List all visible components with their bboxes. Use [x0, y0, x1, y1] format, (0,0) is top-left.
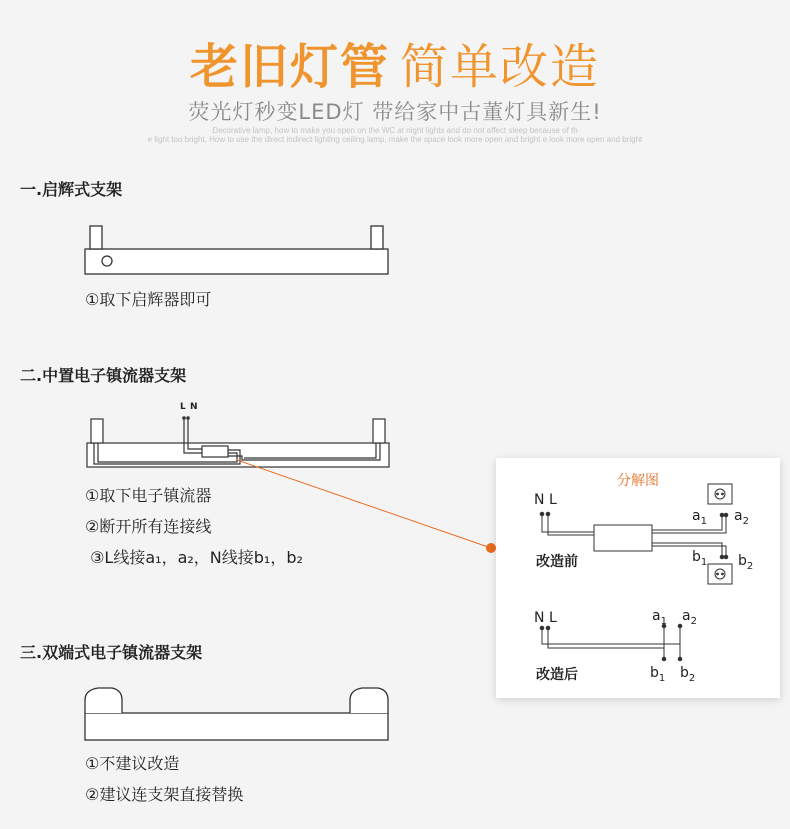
double-ended-fixture-diagram	[85, 688, 388, 740]
title-part1: 老旧灯管	[189, 39, 390, 95]
before-a2-label: $a_2$	[734, 508, 749, 527]
before-N-label: N	[534, 492, 545, 508]
after-a2-label: $a_2$	[682, 608, 697, 627]
socket-bottom-icon	[708, 564, 732, 584]
after-label: 改造后	[536, 667, 578, 683]
ballast-N-label: N	[190, 402, 198, 412]
before-a1-label: $a_1$	[692, 508, 707, 527]
before-label: 改造前	[536, 554, 578, 570]
after-N-label: N	[534, 610, 545, 626]
before-b1-label: $b_1$	[692, 549, 708, 568]
section2-step-2: ②断开所有连接线	[85, 517, 212, 536]
section1-step-1: ①取下启辉器即可	[85, 290, 212, 309]
after-a1-label: $a_1$	[652, 608, 667, 627]
exploded-view-card	[496, 458, 780, 698]
section3-step-2: ②建议连支架直接替换	[85, 785, 244, 804]
english-line-2: e light too bright, How to use the direct indirect lighting ceiling lamp, make the space look more open and bright e look more open and bright	[147, 135, 643, 144]
section2-step-3: ③L线接a₁，a₂，N线接b₁，b₂	[85, 548, 303, 567]
exploded-title: 分解图	[617, 473, 659, 489]
ballast-fixture-diagram	[87, 416, 389, 467]
after-L-label: L	[549, 610, 557, 626]
section3-title: 三.双端式电子镇流器支架	[20, 643, 203, 662]
section3-step-1: ①不建议改造	[85, 754, 180, 773]
after-b1-label: $b_1$	[650, 665, 666, 684]
title-part2: 简单改造	[400, 39, 601, 95]
socket-top-icon	[708, 484, 732, 504]
ballast-box-exploded	[594, 525, 652, 551]
before-b2-label: $b_2$	[738, 553, 754, 572]
section2-step-1: ①取下电子镇流器	[85, 486, 212, 505]
before-L-label: L	[549, 492, 557, 508]
page-subtitle: 荧光灯秒变LED灯 带给家中古董灯具新生!	[188, 100, 602, 124]
ballast-L-label: L	[180, 402, 186, 412]
after-b2-label: $b_2$	[680, 665, 696, 684]
leader-line	[237, 460, 491, 548]
starter-icon	[102, 256, 112, 266]
starter-fixture-diagram	[85, 226, 388, 274]
page-title	[0, 28, 790, 97]
ballast-box	[202, 446, 228, 457]
section2-title: 二.中置电子镇流器支架	[20, 366, 187, 385]
section1-title: 一.启辉式支架	[20, 180, 123, 199]
leader-dot	[486, 543, 496, 553]
english-line-1: Decorative lamp, how to make you open on the WC at night lights and do not affect sleep because of th	[212, 126, 578, 135]
